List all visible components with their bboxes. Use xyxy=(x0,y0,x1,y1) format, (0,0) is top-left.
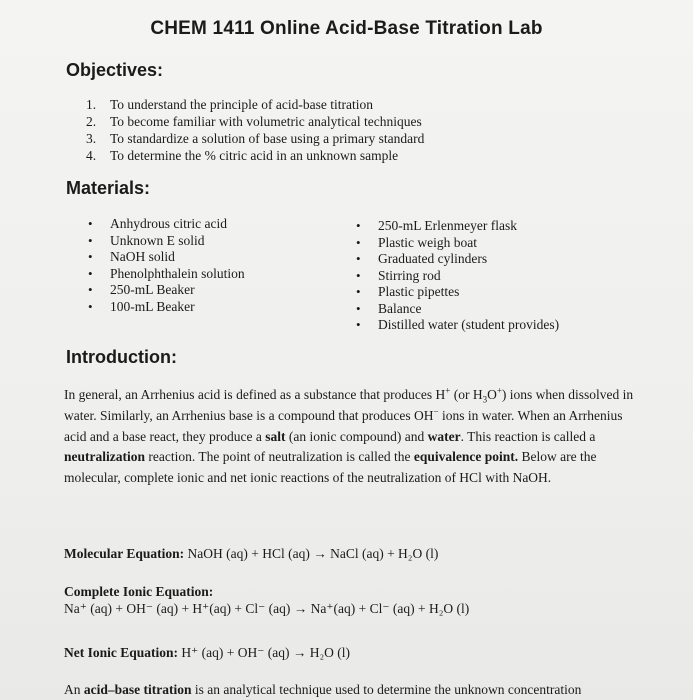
list-item: • Phenolphthalein solution xyxy=(88,265,245,281)
list-item: • Balance xyxy=(356,300,422,316)
complete-ionic-equation-text xyxy=(64,601,469,617)
equation-text: Na⁺ (aq) + OH⁻ (aq) + H⁺(aq) + Cl⁻ (aq) → Na⁺(aq) + Cl⁻ (aq) + H₂O (l) xyxy=(64,601,470,616)
list-item: • Graduated cylinders xyxy=(356,251,488,266)
list-item: 1. To understand the principle of acid-base titration xyxy=(86,97,373,112)
equation-label: Net Ionic Equation: xyxy=(64,645,179,660)
list-item: • Plastic weigh boat xyxy=(356,234,477,250)
list-item: • Stirring rod xyxy=(356,267,441,283)
page-title: CHEM 1411 Online Acid-Base Titration Lab xyxy=(150,18,543,39)
introduction-heading: Introduction: xyxy=(66,347,177,367)
list-item: • Plastic pipettes xyxy=(356,284,460,299)
list-item: • Distilled water (student provides) xyxy=(356,317,560,332)
list-item: 2. To become familiar with volumetric analytical techniques xyxy=(86,114,422,129)
equation-label: Complete Ionic Equation: xyxy=(64,584,214,599)
materials-heading: Materials: xyxy=(66,178,151,198)
equation-label: Molecular Equation: xyxy=(64,546,185,561)
list-item: 3. To standardize a solution of base using a primary standard xyxy=(86,131,425,146)
introduction-paragraph: In general, an Arrhenius acid is defined as a substance that produces H+ (or $H_3O^+$) ions when dissolved in water. Similarly, an Arrhenius base is a compound that produces OH− ions in water. When an Arrhenius acid and a base react, they produce a salt (an ionic compound) and water. This reaction is called a neutralization reaction. The point of neutralization is called the equivalence point. Below are the molecular, complete ionic and net ionic reactions of the neutralization of HCl with NaOH. xyxy=(64,385,634,486)
materials-list-right xyxy=(356,218,559,334)
net-ionic-equation xyxy=(64,645,350,661)
objectives-heading: Objectives: xyxy=(66,60,164,80)
equation-text: H⁺ (aq) + OH⁻ (aq) → H₂O (l) xyxy=(181,645,351,660)
list-item: • NaOH solid xyxy=(88,249,175,264)
list-item: • Anhydrous citric acid xyxy=(88,216,227,231)
complete-ionic-equation xyxy=(64,584,213,600)
objectives-list xyxy=(84,96,424,164)
list-item: 4. To determine the % citric acid in an unknown sample xyxy=(86,148,399,163)
equation-text: NaOH (aq) + HCl (aq) → NaCl (aq) + H₂O (l) xyxy=(187,546,439,561)
molecular-equation xyxy=(64,546,438,562)
list-item: • 100-mL Beaker xyxy=(88,298,195,314)
list-item: • 250-mL Beaker xyxy=(88,282,195,297)
materials-list-left xyxy=(88,216,245,315)
closing-text: An acid–base titration is an analytical technique used to determine the unknown concentration xyxy=(64,682,582,697)
list-item: • 250-mL Erlenmeyer flask xyxy=(356,218,517,233)
list-item: • Unknown E solid xyxy=(88,232,205,248)
